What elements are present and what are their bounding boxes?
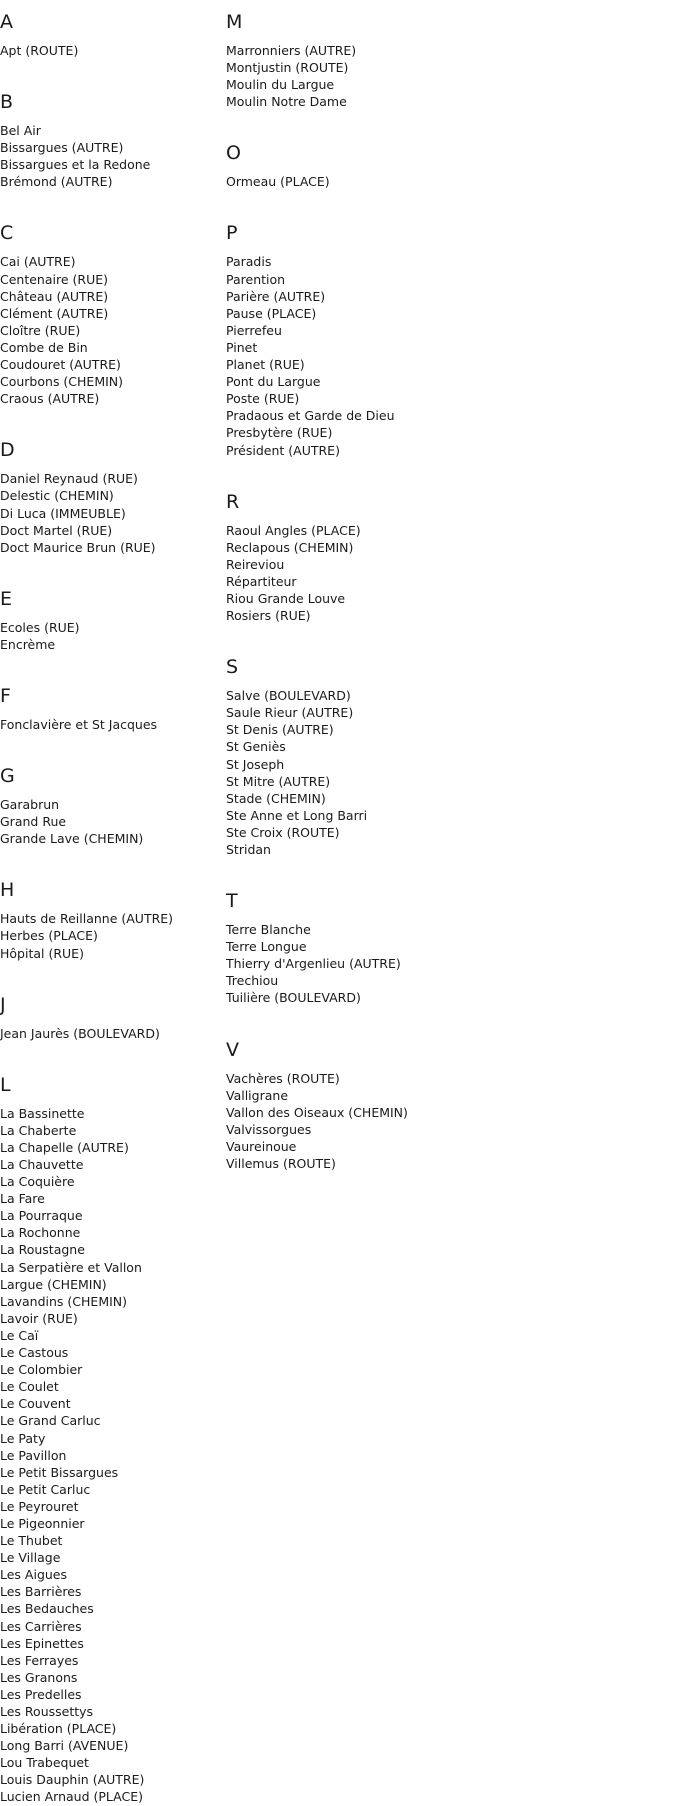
left-column xyxy=(0,0,220,1806)
street-entry: Clément (AUTRE) xyxy=(0,305,109,321)
street-entry: Encrème xyxy=(0,636,56,652)
entry-list xyxy=(0,1105,220,1806)
section-letter-heading: F xyxy=(0,684,11,707)
street-entry: Paradis xyxy=(226,254,272,270)
street-entry: Les Predelles xyxy=(0,1686,82,1702)
section-letter-heading: D xyxy=(0,439,15,462)
entry-list xyxy=(0,716,220,733)
street-entry: Valvissorgues xyxy=(226,1121,312,1137)
street-entry: Planet (RUE) xyxy=(226,357,305,373)
letter-section-h xyxy=(0,868,220,961)
street-entry: Parière (AUTRE) xyxy=(226,288,326,304)
street-entry: Jean Jaurès (BOULEVARD) xyxy=(0,1025,160,1041)
entry-list xyxy=(226,173,666,190)
street-entry: Les Aigues xyxy=(0,1567,68,1583)
entry-list xyxy=(226,687,666,858)
street-entry: Le Coulet xyxy=(0,1379,59,1395)
street-entry: Vaureinoue xyxy=(226,1138,297,1154)
street-entry: Ste Anne et Long Barri xyxy=(226,807,368,823)
street-entry: Bissargues et la Redone xyxy=(0,157,151,173)
section-letter-heading: P xyxy=(226,222,238,245)
street-entry: Craous (AUTRE) xyxy=(0,391,100,407)
street-entry: Terre Blanche xyxy=(226,922,311,938)
street-entry: Vachères (ROUTE) xyxy=(226,1070,340,1086)
street-entry: Le Paty xyxy=(0,1430,46,1446)
section-letter-heading: S xyxy=(226,656,239,679)
letter-section-a xyxy=(0,0,220,59)
street-entry: Stridan xyxy=(226,842,271,857)
street-entry: Largue (CHEMIN) xyxy=(0,1276,107,1292)
street-entry: Le Caï xyxy=(0,1327,39,1343)
letter-section-m xyxy=(226,0,666,110)
street-entry: Le Peyrouret xyxy=(0,1498,79,1514)
street-entry: Thierry d'Argenlieu (AUTRE) xyxy=(226,956,401,972)
letter-section-t xyxy=(226,879,666,1006)
street-entry: Herbes (PLACE) xyxy=(0,928,98,944)
street-entry: Garabrun xyxy=(0,797,60,813)
street-entry: Le Village xyxy=(0,1550,61,1566)
street-entry: La Chauvette xyxy=(0,1157,84,1172)
street-entry: Riou Grande Louve xyxy=(226,590,346,606)
street-entry: Le Thubet xyxy=(0,1533,63,1549)
street-entry: Ste Croix (ROUTE) xyxy=(226,824,340,840)
entry-list xyxy=(0,796,220,847)
letter-section-b xyxy=(0,80,220,190)
letter-section-j xyxy=(0,983,220,1042)
street-entry: Les Barrières xyxy=(0,1584,82,1600)
street-entry: Les Bedauches xyxy=(0,1601,94,1617)
street-entry: Villemus (ROUTE) xyxy=(226,1156,336,1172)
section-letter-heading: E xyxy=(0,587,13,610)
street-entry: Libération (PLACE) xyxy=(0,1721,117,1737)
street-entry: Le Castous xyxy=(0,1345,69,1361)
street-entry: Le Pigeonnier xyxy=(0,1515,85,1531)
letter-section-g xyxy=(0,754,220,847)
section-letter-heading: J xyxy=(0,993,6,1016)
section-letter-heading: L xyxy=(0,1073,11,1096)
street-entry: Ecoles (RUE) xyxy=(0,619,80,635)
section-letter-heading: V xyxy=(226,1038,239,1061)
street-entry: Le Colombier xyxy=(0,1362,83,1378)
street-entry: Bissargues (AUTRE) xyxy=(0,140,124,156)
section-letter-heading: H xyxy=(0,879,15,902)
street-entry: Marronniers (AUTRE) xyxy=(226,43,357,58)
street-entry: La Fare xyxy=(0,1191,45,1207)
street-entry: Daniel Reynaud (RUE) xyxy=(0,471,138,487)
street-entry: Château (AUTRE) xyxy=(0,288,109,304)
letter-section-l xyxy=(0,1063,220,1806)
street-entry: Le Petit Bissargues xyxy=(0,1464,119,1480)
street-entry: Terre Longue xyxy=(226,939,307,955)
street-entry: Stade (CHEMIN) xyxy=(226,790,326,806)
street-entry: Presbytère (RUE) xyxy=(226,425,333,441)
street-entry: Long Barri (AVENUE) xyxy=(0,1738,129,1754)
street-entry: Le Pavillon xyxy=(0,1447,67,1463)
street-entry: La Roustagne xyxy=(0,1242,85,1258)
entry-list xyxy=(226,1070,666,1173)
letter-section-f xyxy=(0,674,220,733)
street-entry: Brémond (AUTRE) xyxy=(0,174,113,190)
street-entry: Les Granons xyxy=(0,1669,78,1685)
street-entry: Les Epinettes xyxy=(0,1635,84,1651)
section-letter-heading: B xyxy=(0,91,14,114)
street-entry: Le Couvent xyxy=(0,1396,71,1412)
letter-section-e xyxy=(0,577,220,653)
letter-section-s xyxy=(226,645,666,858)
section-letter-heading: M xyxy=(226,11,243,33)
letter-section-d xyxy=(0,428,220,555)
entry-list xyxy=(0,122,220,190)
street-entry: Delestic (CHEMIN) xyxy=(0,488,114,504)
street-entry: Montjustin (ROUTE) xyxy=(226,60,349,76)
street-entry: Combe de Bin xyxy=(0,339,88,355)
street-entry: Pont du Largue xyxy=(226,374,321,390)
letter-section-v xyxy=(226,1028,666,1173)
street-entry: Saule Rieur (AUTRE) xyxy=(226,705,354,721)
section-letter-heading: A xyxy=(0,11,13,33)
street-entry: Grand Rue xyxy=(0,814,67,830)
street-entry: Raoul Angles (PLACE) xyxy=(226,522,361,538)
street-entry: Lucien Arnaud (PLACE) xyxy=(0,1789,143,1805)
entry-list xyxy=(226,42,666,110)
street-entry: Bel Air xyxy=(0,123,41,139)
letter-section-r xyxy=(226,480,666,625)
street-entry: Coudouret (AUTRE) xyxy=(0,357,121,373)
street-entry: Les Carrières xyxy=(0,1618,82,1634)
entry-list xyxy=(226,921,666,1006)
section-letter-heading: C xyxy=(0,222,14,245)
street-entry: Di Luca (IMMEUBLE) xyxy=(0,505,126,521)
entry-list xyxy=(0,470,220,555)
street-entry: St Denis (AUTRE) xyxy=(226,722,334,738)
street-entry: Tuilière (BOULEVARD) xyxy=(226,990,361,1006)
street-entry: Grande Lave (CHEMIN) xyxy=(0,831,144,847)
street-entry: Ormeau (PLACE) xyxy=(226,174,330,190)
street-entry: La Rochonne xyxy=(0,1225,81,1241)
street-entry: Moulin du Largue xyxy=(226,77,335,93)
section-letter-heading: T xyxy=(226,890,238,913)
street-entry: Doct Maurice Brun (RUE) xyxy=(0,539,156,555)
letter-section-o xyxy=(226,131,666,190)
street-entry: Lavandins (CHEMIN) xyxy=(0,1293,128,1309)
entry-list xyxy=(0,619,220,653)
street-entry: Reclapous (CHEMIN) xyxy=(226,539,354,555)
entry-list xyxy=(0,1025,220,1042)
street-entry: Salve (BOULEVARD) xyxy=(226,688,351,704)
street-entry: Président (AUTRE) xyxy=(226,442,340,458)
street-entry: Poste (RUE) xyxy=(226,391,300,407)
street-entry: Pinet xyxy=(226,339,258,355)
street-entry: Cai (AUTRE) xyxy=(0,254,76,270)
letter-section-p xyxy=(226,211,666,458)
street-entry: La Serpatière et Vallon xyxy=(0,1259,142,1275)
street-entry: Trechiou xyxy=(226,973,279,989)
entry-list xyxy=(0,42,220,59)
street-entry: St Geniès xyxy=(226,739,286,755)
street-entry: St Joseph xyxy=(226,756,285,772)
street-entry: La Chapelle (AUTRE) xyxy=(0,1139,129,1155)
street-entry: Lou Trabequet xyxy=(0,1755,89,1771)
street-entry: Le Grand Carluc xyxy=(0,1413,101,1429)
street-entry: Hauts de Reillanne (AUTRE) xyxy=(0,911,174,927)
street-entry: Pradaous et Garde de Dieu xyxy=(226,408,395,424)
section-letter-heading: R xyxy=(226,490,240,513)
street-entry: Cloître (RUE) xyxy=(0,322,81,338)
street-entry: Doct Martel (RUE) xyxy=(0,522,113,538)
street-entry: Hôpital (RUE) xyxy=(0,945,84,961)
street-entry: Courbons (CHEMIN) xyxy=(0,374,124,390)
street-entry: La Coquière xyxy=(0,1174,75,1190)
street-entry: Lavoir (RUE) xyxy=(0,1310,78,1326)
street-entry: La Bassinette xyxy=(0,1105,85,1121)
street-entry: Les Ferrayes xyxy=(0,1652,79,1668)
street-entry: Rosiers (RUE) xyxy=(226,608,311,624)
street-entry: Reireviou xyxy=(226,556,285,572)
street-entry: Pierrefeu xyxy=(226,322,282,338)
street-entry: Fonclavière et St Jacques xyxy=(0,716,158,732)
street-entry: Parention xyxy=(226,271,286,287)
right-column xyxy=(226,0,666,1172)
street-entry: La Pourraque xyxy=(0,1208,83,1224)
entry-list xyxy=(0,910,220,961)
street-entry: Apt (ROUTE) xyxy=(0,43,79,58)
street-entry: Vallon des Oiseaux (CHEMIN) xyxy=(226,1104,408,1120)
street-entry: La Chaberte xyxy=(0,1122,77,1138)
street-entry: Moulin Notre Dame xyxy=(226,94,347,110)
entry-list xyxy=(226,522,666,625)
street-entry: St Mitre (AUTRE) xyxy=(226,773,331,789)
street-entry: Pause (PLACE) xyxy=(226,305,317,321)
street-entry: Louis Dauphin (AUTRE) xyxy=(0,1772,145,1788)
street-entry: Les Roussettys xyxy=(0,1704,94,1719)
entry-list xyxy=(0,253,220,407)
section-letter-heading: O xyxy=(226,142,241,165)
letter-section-c xyxy=(0,211,220,407)
street-entry: Répartiteur xyxy=(226,573,297,589)
street-entry: Valligrane xyxy=(226,1087,289,1103)
section-letter-heading: G xyxy=(0,765,15,788)
street-entry: Centenaire (RUE) xyxy=(0,271,109,287)
entry-list xyxy=(226,253,666,458)
street-entry: Le Petit Carluc xyxy=(0,1481,91,1497)
